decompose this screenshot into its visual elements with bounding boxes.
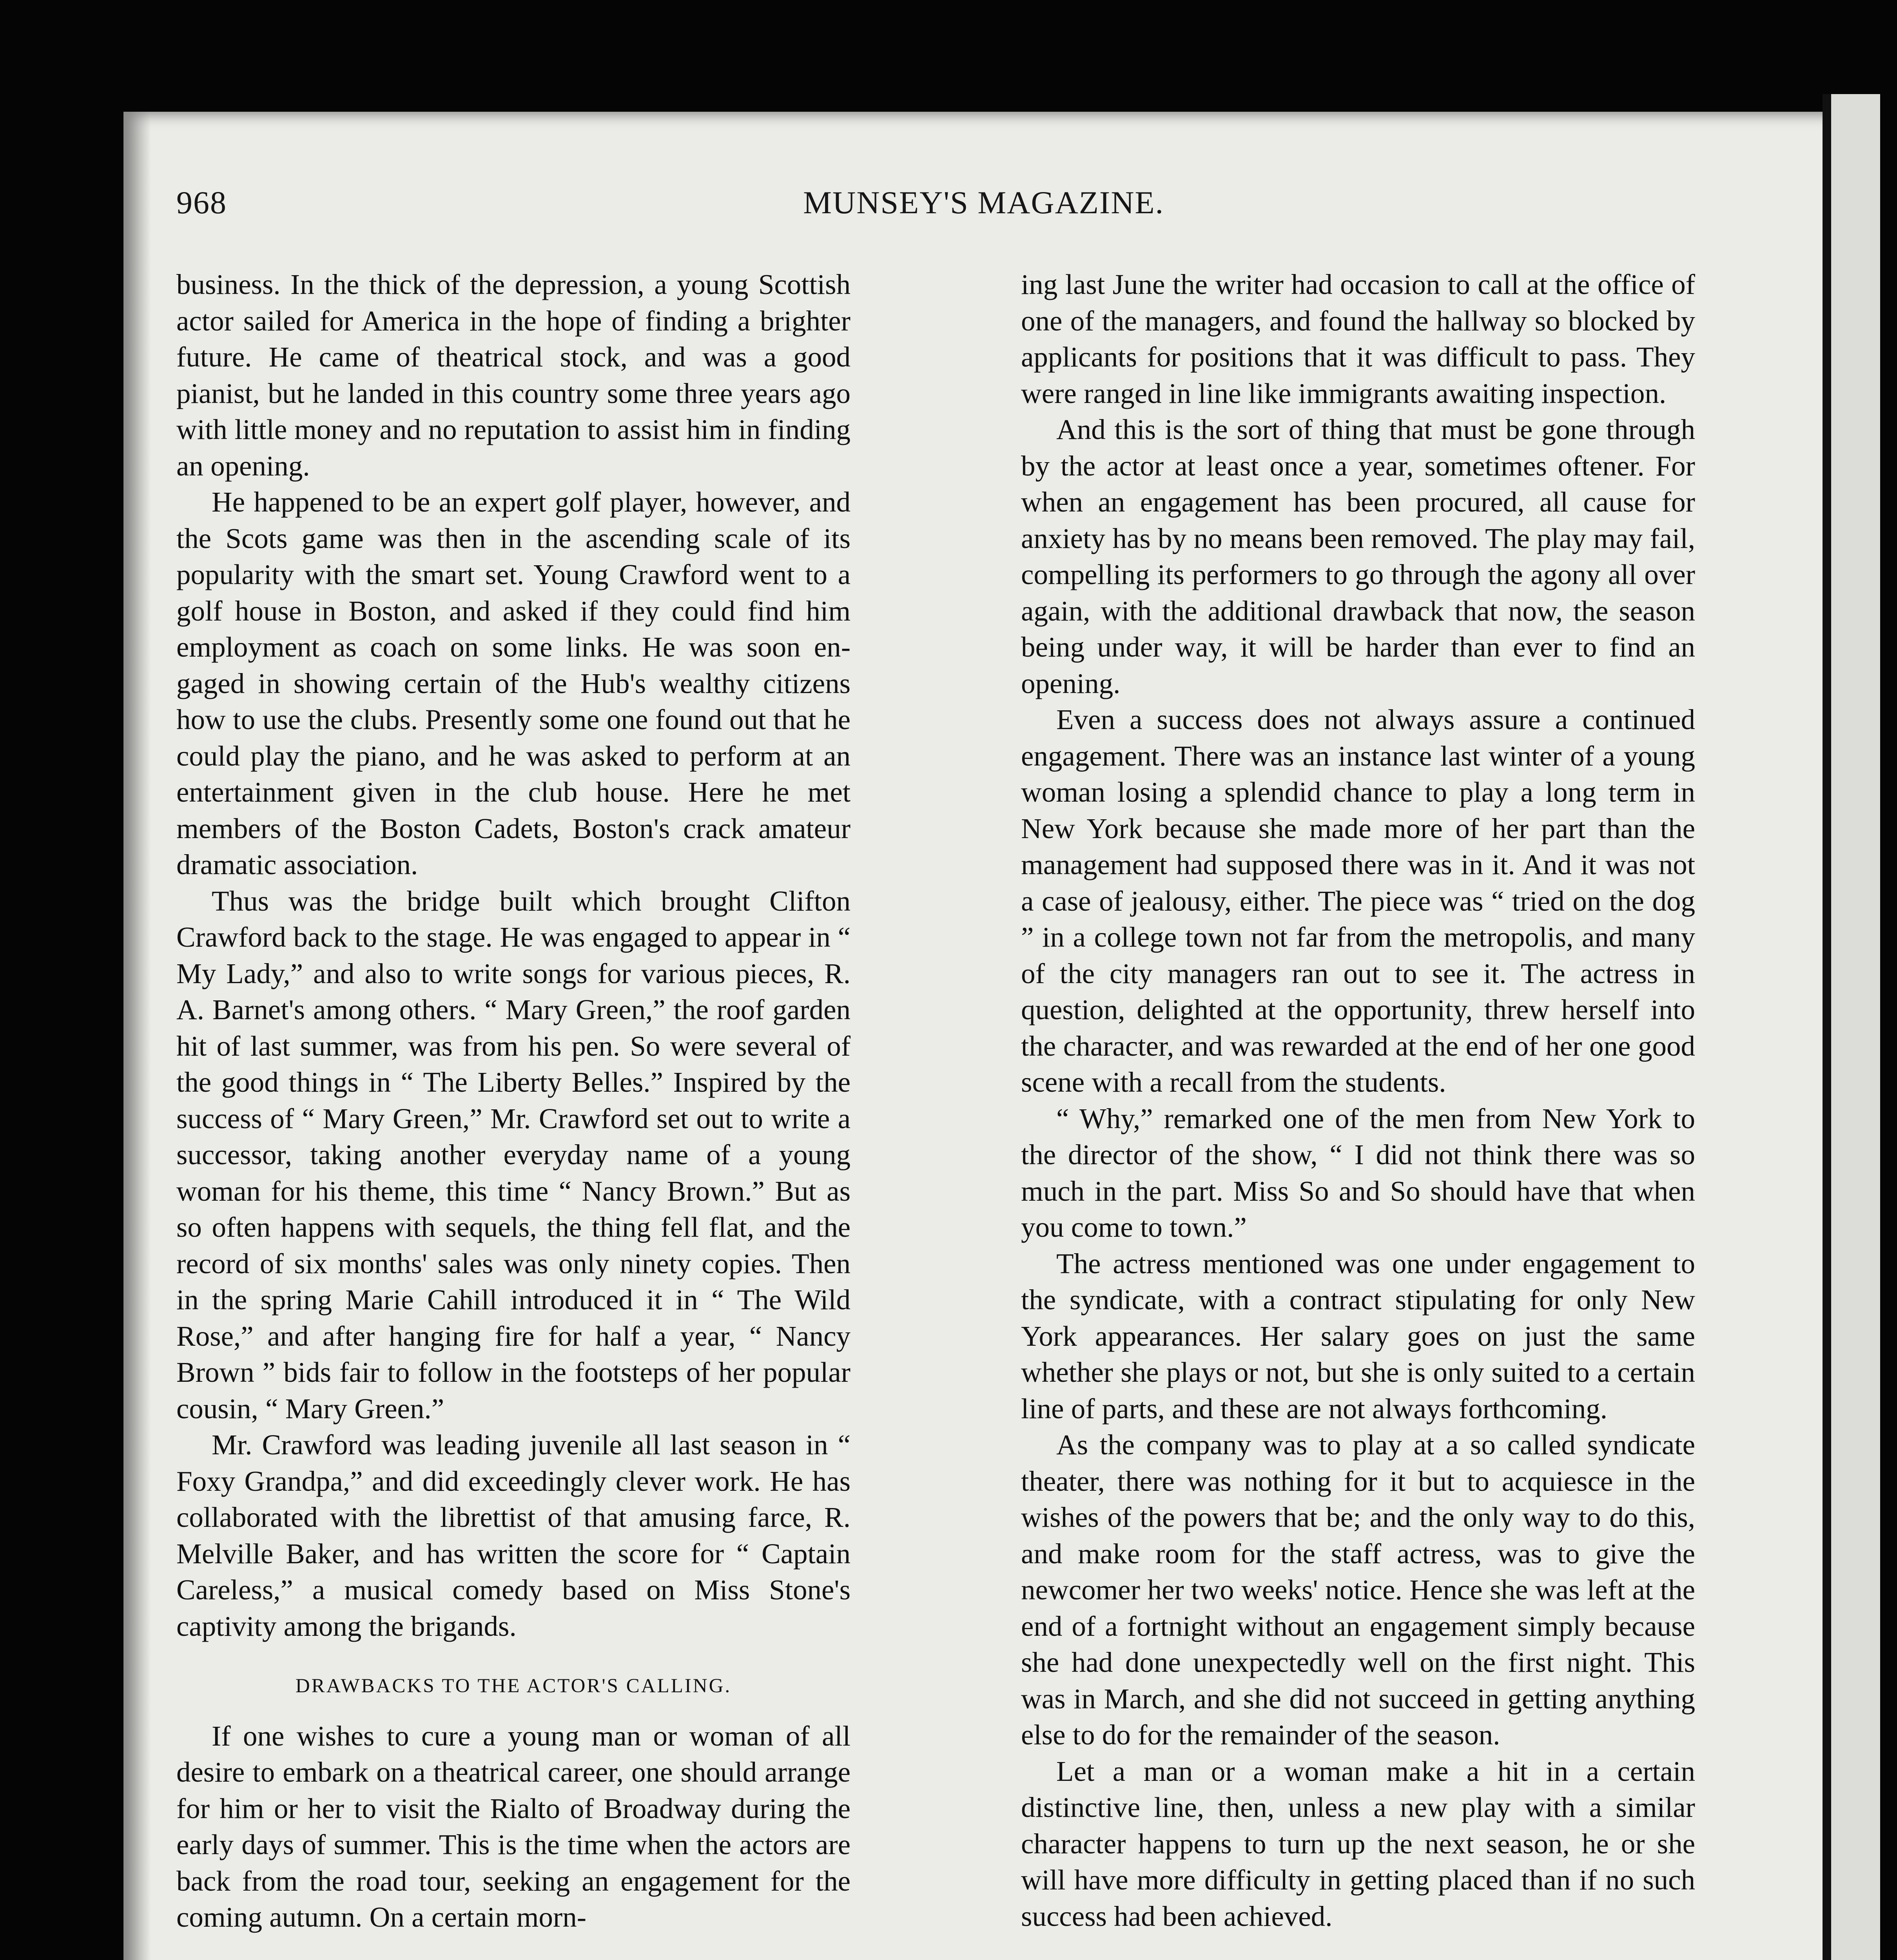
paragraph: The actress mentioned was one under engagement to the syndicate, with a contract stipulating for only New York appearances. Her salary goes on just the same whether she plays or not, but she is only suited to a certain line of parts, and these are not always forthcoming.: [1021, 1247, 1695, 1425]
paragraph: Let a man or a woman make a hit in a certain distinctive line, then, unless a new play with a similar character happens to turn up the next season, he or she will have more difficulty in getting placed than if no such success had been achieved.: [1021, 1755, 1695, 1932]
paragraph: He happened to be an expert golf player, however, and the Scots game was then in the ascending scale of its popularity with the smart set. Young Crawford went to a golf house in Boston, and asked if they could find him employment as coach on some links. He was soon engaged in showing certain of the Hub's wealthy citizens how to use the clubs. Presently some one found out that he could play the piano, and he was asked to perform at an entertainment given in the club house. Here he met members of the Boston Cadets, Boston's crack amateur dramatic association.: [176, 486, 851, 880]
left-column: [176, 267, 851, 1936]
paragraph: If one wishes to cure a young man or woman of all desire to embark on a theatrical career, one should arrange for him or her to visit the Rialto of Broadway during the early days of summer. This is the time when the actors are back from the road tour, seeking an engagement for the coming autumn. On a certain morn-: [176, 1720, 851, 1933]
paragraph: ing last June the writer had occasion to call at the office of one of the managers, and found the hallway so blocked by applicants for positions that it was difficult to pass. They were ranged in line like immigrants awaiting inspection.: [1021, 269, 1695, 409]
paragraph: Thus was the bridge built which brought Clifton Crawford back to the stage. He was engaged to appear in “ My Lady,” and also to write songs for various pieces, R. A. Barnet's among others. “ Mary Green,” the roof garden hit of last summer, was from his pen. So were several of the good things in “ The Liberty Belles.” Inspired by the success of “ Mary Green,” Mr. Crawford set out to write a successor, taking another everyday name of a young woman for his theme, this time “ Nancy Brown.” But as so often happens with sequels, the thing fell flat, and the record of six months' sales was only ninety copies. Then in the spring Marie Cahill introduced it in “ The Wild Rose,” and after hanging fire for half a year, “ Nancy Brown ” bids fair to follow in the footsteps of her popular cousin, “ Mary Green.”: [176, 885, 851, 1425]
adjacent-page-edge: [1823, 94, 1880, 1960]
paragraph: “ Why,” remarked one of the men from New York to the director of the show, “ I did not think there was so much in the part. Miss So and So should have that when you come to town.”: [1021, 1102, 1695, 1243]
paragraph: business. In the thick of the depression, a young Scottish actor sailed for America in the hope of finding a brighter future. He came of theatrical stock, and was a good pianist, but he landed in this country some three years ago with little money and no reputation to assist him in finding an opening.: [176, 269, 851, 482]
paragraph: As the company was to play at a so called syndicate theater, there was nothing for it but to acquiesce in the wishes of the powers that be; and the only way to do this, and make room for the staff actress, was to give the newcomer her two weeks' notice. Hence she was left at the end of a fortnight without an engagement simply because she had done unexpectedly well on the first night. This was in March, and she did not succeed in getting anything else to do for the remainder of the season.: [1021, 1429, 1695, 1751]
paragraph: And this is the sort of thing that must be gone through by the actor at least once a year, sometimes oftener. For when an engagement has been procured, all cause for anxiety has by no means been removed. The play may fail, compelling its performers to go through the agony all over again, with the additional drawback that now, the season being under way, it will be harder than ever to find an opening.: [1021, 414, 1695, 699]
page-number: 968: [176, 185, 227, 220]
paragraph: Even a success does not always assure a continued engagement. There was an instance last winter of a young woman losing a splendid chance to play a long term in New York because she made more of her part than the management had supposed there was in it. And it was not a case of jealousy, either. The piece was “ tried on the dog ” in a college town not far from the metropolis, and many of the city managers ran out to see it. The actress in question, delighted at the opportunity, threw herself into the character, and was rewarded at the end of her one good scene with a recall from the students.: [1021, 704, 1695, 1098]
section-heading: DRAWBACKS TO THE ACTOR'S CALLING.: [295, 1675, 732, 1697]
running-title: MUNSEY'S MAGAZINE.: [803, 185, 1164, 220]
right-column: [1021, 267, 1695, 1935]
page-header: [176, 184, 1164, 227]
paragraph: Mr. Crawford was leading juvenile all last season in “ Foxy Grandpa,” and did exceedingly clever work. He has collaborated with the librettist of that amusing farce, R. Melville Baker, and has written the score for “ Captain Careless,” a musical comedy based on Miss Stone's captivity among the brigands.: [176, 1429, 851, 1642]
